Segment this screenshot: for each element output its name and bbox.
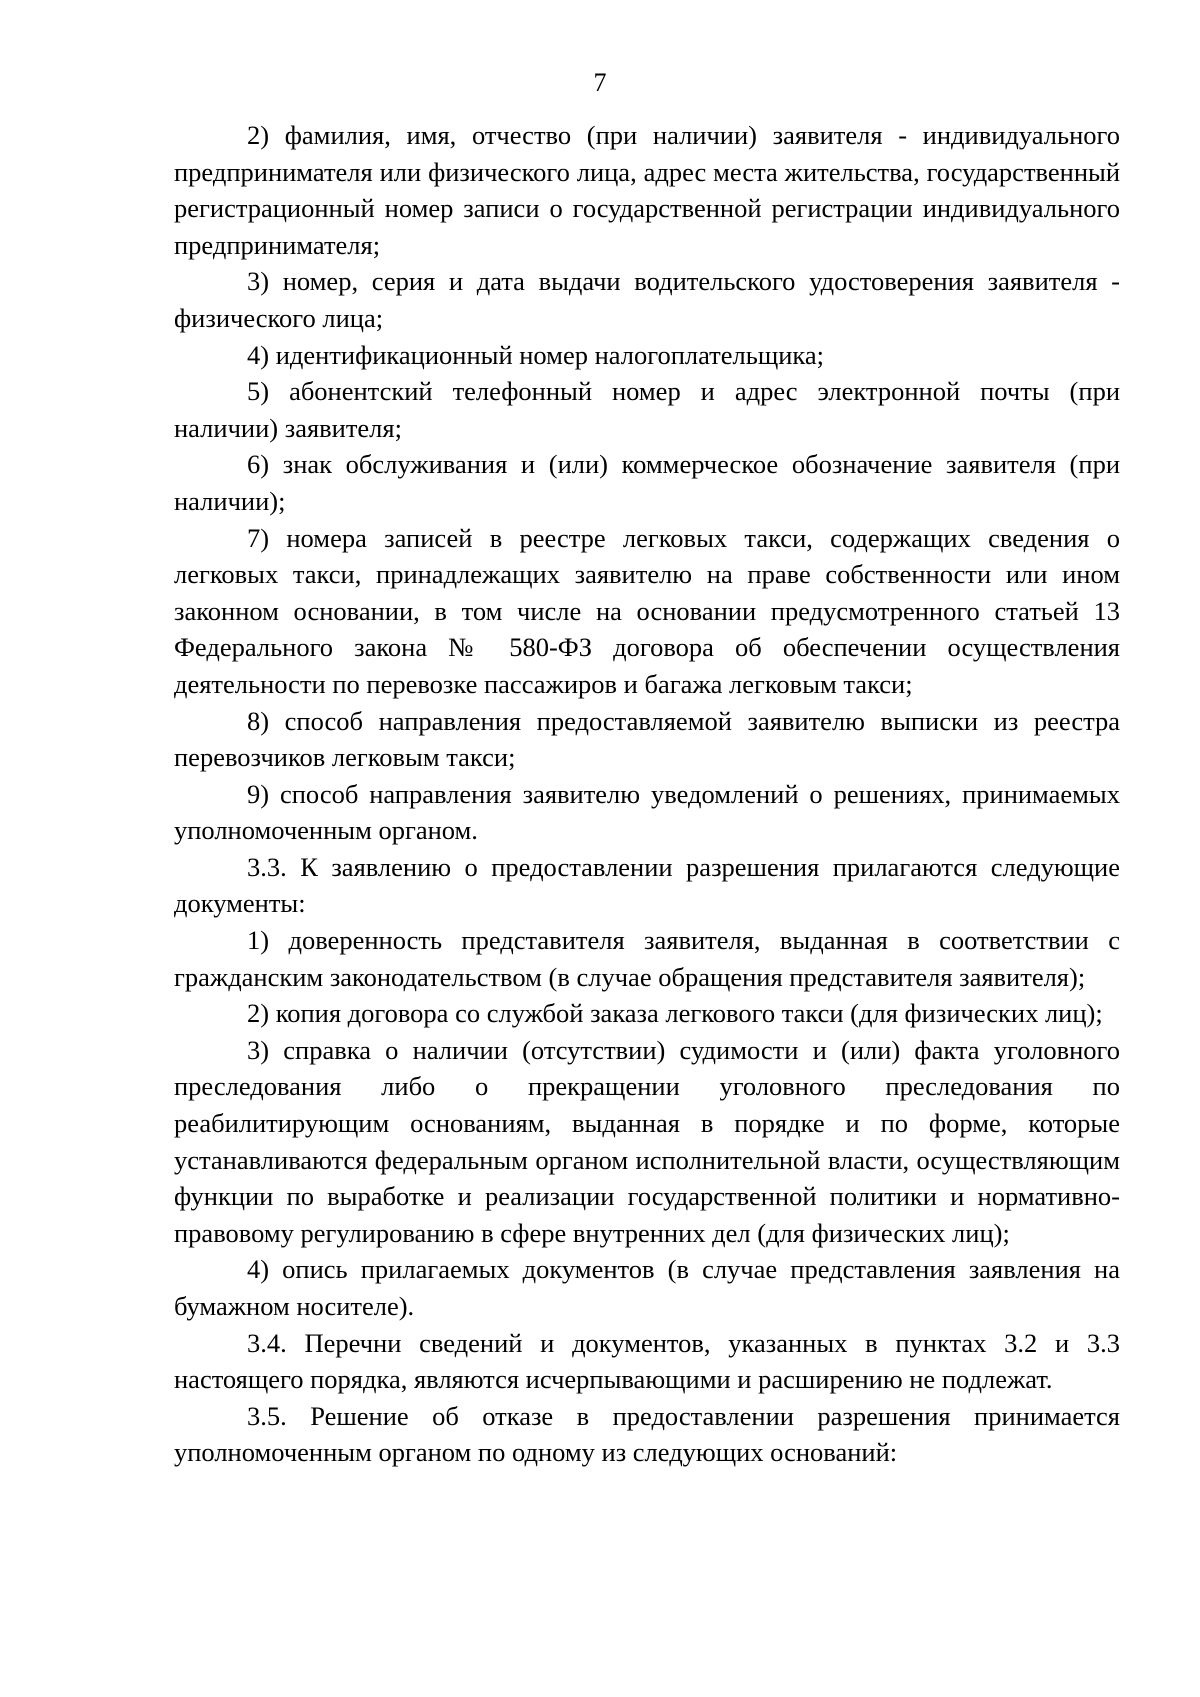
paragraph-section-3-4: 3.4. Перечни сведений и документов, указанных в пунктах 3.2 и 3.3 настоящего порядка, являются исчерпывающими и расширению не подлежат. <box>174 1327 1120 1395</box>
paragraph-doc-2-contract-copy: 2) копия договора со службой заказа легкового такси (для физических лиц); <box>247 998 1103 1029</box>
paragraph-item-3-drivers-license: 3) номер, серия и дата выдачи водительского удостоверения заявителя - физического лица; <box>174 266 1120 333</box>
paragraph-section-3-3: 3.3. К заявлению о предоставлении разрешения прилагаются следующие документы: <box>174 851 1120 919</box>
paragraph-item-9-notifications: 9) способ направления заявителю уведомлений о решениях, принимаемых уполномоченным органом. <box>174 778 1120 846</box>
paragraph-item-8-extract-delivery: 8) способ направления предоставляемой заявителю выписки из реестра перевозчиков легковым такси; <box>174 705 1120 773</box>
paragraph-item-2-applicant-name: 2) фамилия, имя, отчество (при наличии) заявителя - индивидуального предпринимателя или физического лица, адрес места жительства, государственный регистрационный номер записи о государственной регистрации индивидуального предпринимателя; <box>174 120 1120 260</box>
paragraph-section-3-5: 3.5. Решение об отказе в предоставлении разрешения принимается уполномоченным органом по одному из следующих оснований: <box>174 1400 1120 1468</box>
paragraph-doc-4-inventory: 4) опись прилагаемых документов (в случае представления заявления на бумажном носителе). <box>174 1254 1120 1321</box>
paragraph-item-5-phone-email: 5) абонентский телефонный номер и адрес электронной почты (при наличии) заявителя; <box>174 376 1120 443</box>
page-number: 7 <box>593 68 607 97</box>
paragraph-item-4-tax-number: 4) идентификационный номер налогоплательщика; <box>247 339 825 370</box>
paragraph-doc-3-criminal-record: 3) справка о наличии (отсутствии) судимости и (или) факта уголовного преследования либо о прекращении уголовного преследования по реабилитирующим основаниям, выданная в порядке и по форме, которые устанавливаются федеральным органом исполнительной власти, осуществляющим функции по выработке и реализации государственной политики и нормативно-правовому регулированию в сфере внутренних дел (для физических лиц); <box>174 1034 1120 1248</box>
paragraph-doc-1-power-of-attorney: 1) доверенность представителя заявителя, выданная в соответствии с гражданским законодательством (в случае обращения представителя заявителя); <box>174 925 1120 992</box>
document-body <box>174 117 1120 1471</box>
paragraph-item-6-service-mark: 6) знак обслуживания и (или) коммерческое обозначение заявителя (при наличии); <box>174 449 1120 516</box>
paragraph-item-7-registry-records: 7) номера записей в реестре легковых такси, содержащих сведения о легковых такси, принадлежащих заявителю на праве собственности или ином законном основании, в том числе на основании предусмотренного статьей 13 Федерального закона № 580-ФЗ договора об обеспечении осуществления деятельности по перевозке пассажиров и багажа легковым такси; <box>174 522 1120 699</box>
